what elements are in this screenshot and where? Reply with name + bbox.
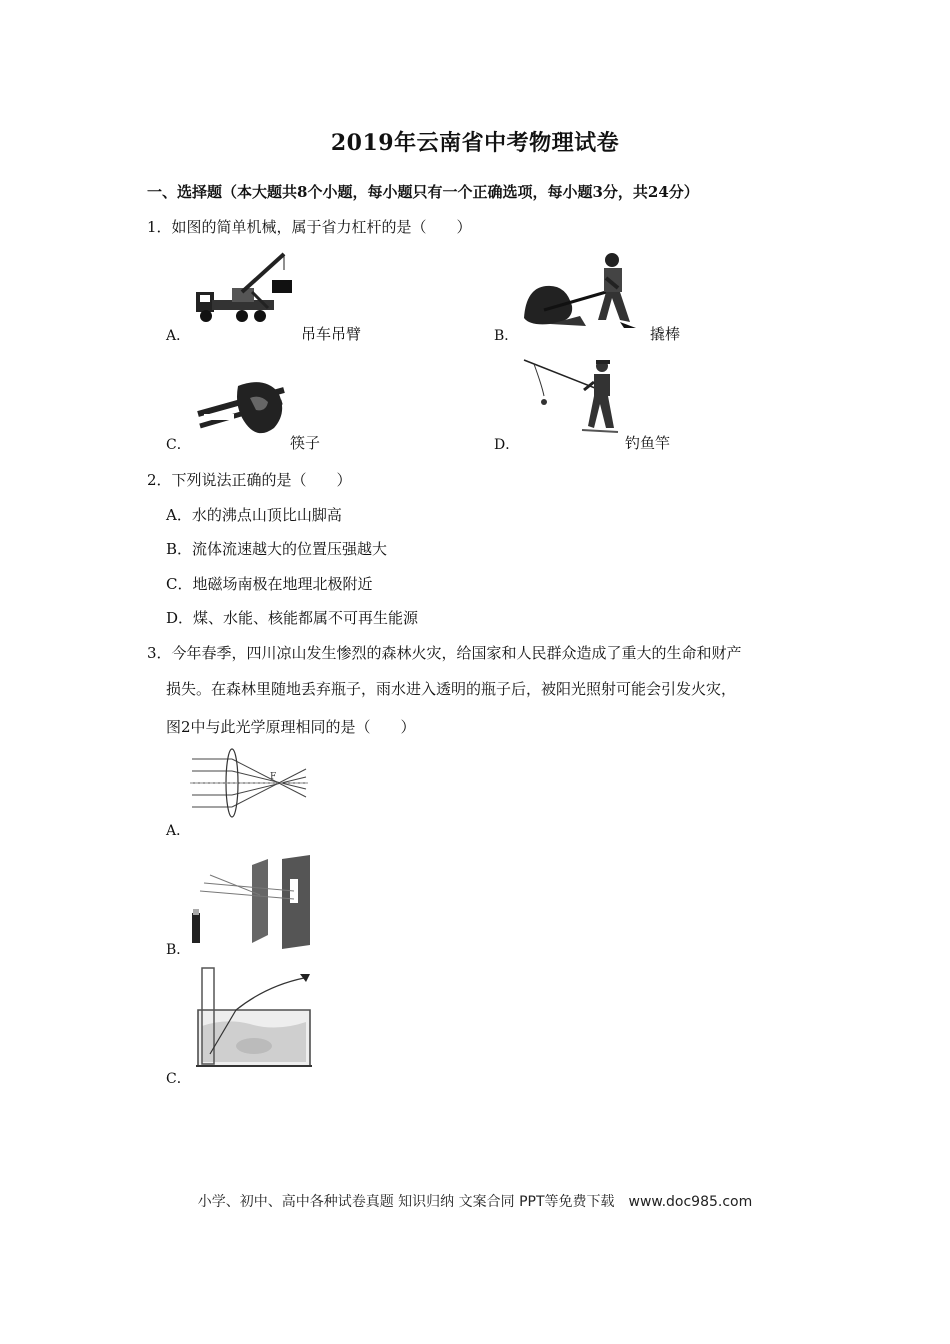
chopsticks-hand-icon [194, 378, 289, 440]
page-title: 2019年云南省中考物理试卷 [330, 130, 620, 156]
q2-stem: 2．下列说法正确的是（ ） [147, 471, 352, 489]
q3-option-a-letter: A． [166, 823, 191, 839]
section-heading: 一、选择题（本大题共8个小题，每小题只有一个正确选项，每小题3分，共24分） [147, 183, 699, 201]
crane-truck-icon [192, 248, 297, 328]
q2-option-d: D．煤、水能、核能都属不可再生能源 [166, 609, 419, 627]
q1-option-c-letter: C． [166, 437, 191, 453]
q3-stem-line-1: 3．今年春季，四川凉山发生惨烈的森林火灾，给国家和人民群众造成了重大的生命和财产 [147, 644, 742, 662]
svg-text:F: F [270, 772, 277, 782]
q1-option-d-caption: 钓鱼竿 [625, 434, 671, 452]
q2-option-a: A．水的沸点山顶比山脚高 [166, 506, 342, 524]
water-tank-refraction-icon [196, 966, 312, 1070]
q3-option-c-letter: C． [166, 1071, 191, 1087]
q1-option-c-caption: 筷子 [290, 434, 321, 452]
q1-stem: 1．如图的简单机械，属于省力杠杆的是（ ） [147, 218, 472, 236]
q1-option-a-caption: 吊车吊臂 [301, 325, 362, 343]
q3-option-b-letter: B． [166, 942, 191, 958]
pinhole-screens-icon [190, 855, 314, 951]
q1-option-b-letter: B． [494, 328, 519, 344]
q1-option-b-caption: 撬棒 [650, 325, 681, 343]
convex-lens-rays-icon [190, 745, 310, 821]
q2-option-b: B．流体流速越大的位置压强越大 [166, 540, 388, 558]
page-footer: 小学、初中、高中各种试卷真题 知识归纳 文案合同 PPT等免费下载 www.doc985.com [197, 1194, 753, 1210]
q1-option-d-letter: D． [494, 437, 520, 453]
fishing-rod-man-icon [522, 356, 622, 436]
q3-stem-line-2: 损失。在森林里随地丢弃瓶子，雨水进入透明的瓶子后，被阳光照射可能会引发火灾， [166, 680, 737, 698]
crowbar-worker-icon [520, 248, 650, 330]
q2-option-c: C．地磁场南极在地理北极附近 [166, 575, 373, 593]
q1-option-a-letter: A． [166, 328, 191, 344]
q3-stem-line-3: 图2中与此光学原理相同的是（ ） [166, 718, 416, 736]
